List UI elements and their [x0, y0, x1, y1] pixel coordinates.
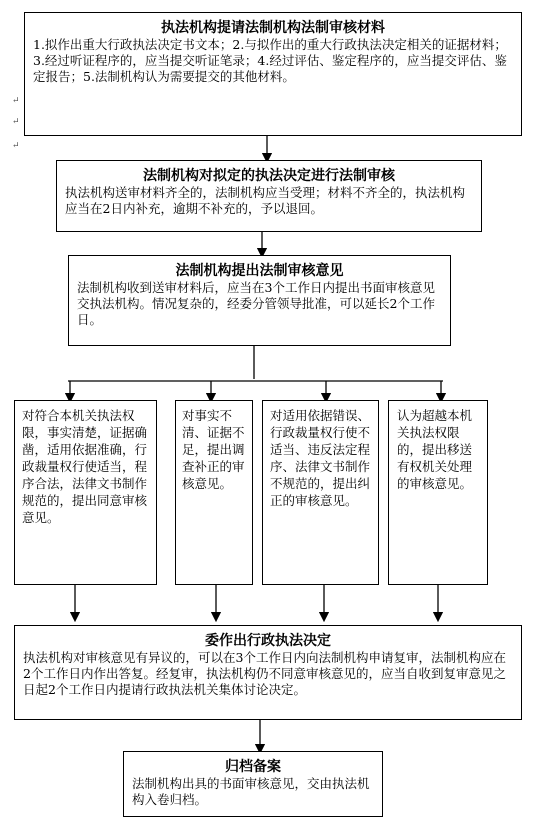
- step-title: 执法机构提请法制机构法制审核材料: [161, 20, 385, 36]
- step-description: 执法机构送审材料齐全的，法制机构应当受理；材料不齐全的，执法机构应当在2日内补充，逾期不补充的，予以退回。: [65, 185, 466, 216]
- step-description: 执法机构对审核意见有异议的，可以在3个工作日内向法制机构申请复审，法制机构应在2个工作日内作出答复。经复审，执法机构仍不同意审核意见的，应当自收到复审意见之日起2个工作日内提请行政执法机关集体讨论决定。: [23, 650, 506, 697]
- branch-description: 对事实不清、证据不足，提出调查补正的审核意见。: [182, 408, 245, 491]
- paragraph-mark: ↵: [12, 117, 20, 127]
- step-description: 1.拟作出重大行政执法决定书文本；2.与拟作出的重大行政执法决定相关的证据材料；3.经过听证程序的，应当提交听证笔录；4.经过评估、鉴定程序的，应当提交评估、鉴定报告；5.法制机构认为需要提交的其他材料。: [33, 37, 507, 84]
- step-description: 法制机构出具的书面审核意见，交由执法机构入卷归档。: [132, 776, 370, 807]
- branch-correct-opinion: [262, 400, 379, 585]
- step-committee-decision: [14, 625, 522, 720]
- step-title: 法制机构对拟定的执法决定进行法制审核: [143, 168, 395, 184]
- step-legal-review: [56, 160, 482, 232]
- step-archive: [123, 751, 383, 817]
- branch-description: 对适用依据错误、行政裁量权行使不适当、违反法定程序、法律文书制作不规范的，提出纠正的审核意见。: [270, 408, 371, 508]
- step-review-opinion: [68, 255, 451, 346]
- step-description: 法制机构收到送审材料后，应当在3个工作日内提出书面审核意见交执法机构。情况复杂的，经委分管领导批准，可以延长2个工作日。: [77, 280, 435, 327]
- branch-investigate-opinion: [175, 400, 253, 585]
- branch-transfer-opinion: [388, 400, 488, 585]
- branch-description: 认为超越本机关执法权限的，提出移送有权机关处理的审核意见。: [397, 408, 473, 491]
- step-title: 法制机构提出法制审核意见: [175, 263, 344, 279]
- paragraph-mark: ↵: [12, 96, 20, 106]
- step-submit-materials: [24, 12, 522, 136]
- step-title: 委作出行政执法决定: [205, 633, 331, 649]
- step-title: 归档备案: [225, 759, 281, 775]
- paragraph-mark: ↵: [12, 141, 20, 151]
- branch-approve-opinion: [14, 400, 157, 585]
- branch-description: 对符合本机关执法权限，事实清楚，证据确凿，适用依据准确，行政裁量权行使适当，程序合法，法律文书制作规范的，提出同意审核意见。: [22, 408, 148, 525]
